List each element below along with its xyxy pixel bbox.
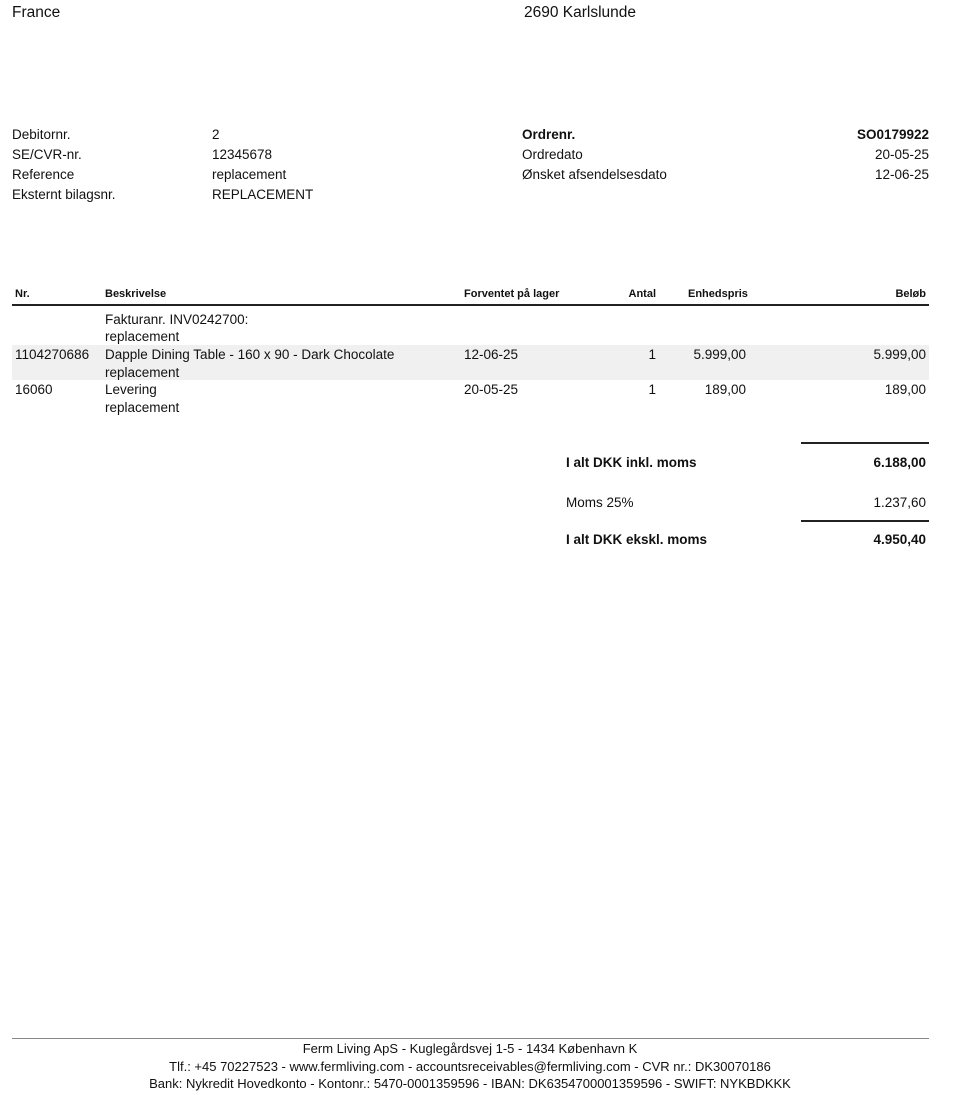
row-qty: 1 [648, 347, 656, 362]
debitor-value: 2 [212, 127, 220, 142]
cvr-label: SE/CVR-nr. [12, 147, 82, 162]
footer-rule [12, 1038, 929, 1039]
ship-date-value: 12-06-25 [874, 167, 929, 182]
col-header-expected: Forventet på lager [464, 288, 560, 300]
vat-label: Moms 25% [566, 495, 634, 510]
row-qty: 1 [648, 382, 656, 397]
ship-date-label: Ønsket afsendelsesdato [522, 167, 667, 182]
row-description: Levering [105, 382, 157, 397]
order-number-value: SO0179922 [856, 127, 929, 142]
row-nr: 16060 [15, 382, 53, 397]
row-note: replacement [105, 400, 180, 415]
row-unit-price: 5.999,00 [693, 347, 746, 362]
order-number-label: Ordrenr. [522, 127, 576, 142]
footer-company-address: Ferm Living ApS - Kuglegårdsvej 1-5 - 1434 København K [302, 1041, 638, 1056]
row-unit-price: 189,00 [704, 382, 746, 397]
external-doc-label: Eksternt bilagsnr. [12, 187, 116, 202]
totals-top-rule [801, 442, 929, 444]
col-header-qty: Antal [628, 288, 656, 300]
reference-value: replacement [212, 167, 287, 182]
total-excl-value: 4.950,40 [873, 532, 926, 547]
city-text: 2690 Karlslunde [524, 4, 637, 21]
total-excl-label: I alt DKK ekskl. moms [566, 532, 708, 547]
row-amount: 189,00 [884, 382, 926, 397]
reference-label: Reference [12, 167, 75, 182]
footer-bank: Bank: Nykredit Hovedkonto - Kontonr.: 5470-0001359596 - IBAN: DK6354700001359596 - SWIFT: NYKBDKKK [149, 1076, 791, 1091]
col-header-nr: Nr. [15, 288, 30, 300]
total-incl-value: 6.188,00 [873, 455, 926, 470]
order-date-value: 20-05-25 [874, 147, 929, 162]
row-expected: 12-06-25 [464, 347, 519, 362]
totals-bottom-rule [801, 520, 929, 522]
table-header-rule [12, 304, 929, 306]
col-header-unit-price: Enhedspris [688, 288, 748, 300]
col-header-description: Beskrivelse [105, 288, 167, 300]
debitor-label: Debitornr. [12, 127, 71, 142]
cvr-value: 12345678 [212, 147, 273, 162]
country-text: France [12, 4, 61, 21]
invoice-ref-line: Fakturanr. INV0242700: [105, 312, 249, 327]
row-nr: 1104270686 [15, 347, 90, 362]
external-doc-value: REPLACEMENT [212, 187, 314, 202]
footer-contact: Tlf.: +45 70227523 - www.fermliving.com - accountsreceivables@fermliving.com - CVR nr.: DK30070186 [169, 1059, 771, 1074]
row-expected: 20-05-25 [464, 382, 519, 397]
row-amount: 5.999,00 [873, 347, 926, 362]
col-header-amount: Beløb [895, 288, 926, 300]
order-date-label: Ordredato [522, 147, 583, 162]
row-note: replacement [105, 365, 180, 380]
invoice-ref-note: replacement [105, 329, 180, 344]
total-incl-label: I alt DKK inkl. moms [566, 455, 697, 470]
vat-value: 1.237,60 [873, 495, 926, 510]
row-description: Dapple Dining Table - 160 x 90 - Dark Chocolate [105, 347, 395, 362]
